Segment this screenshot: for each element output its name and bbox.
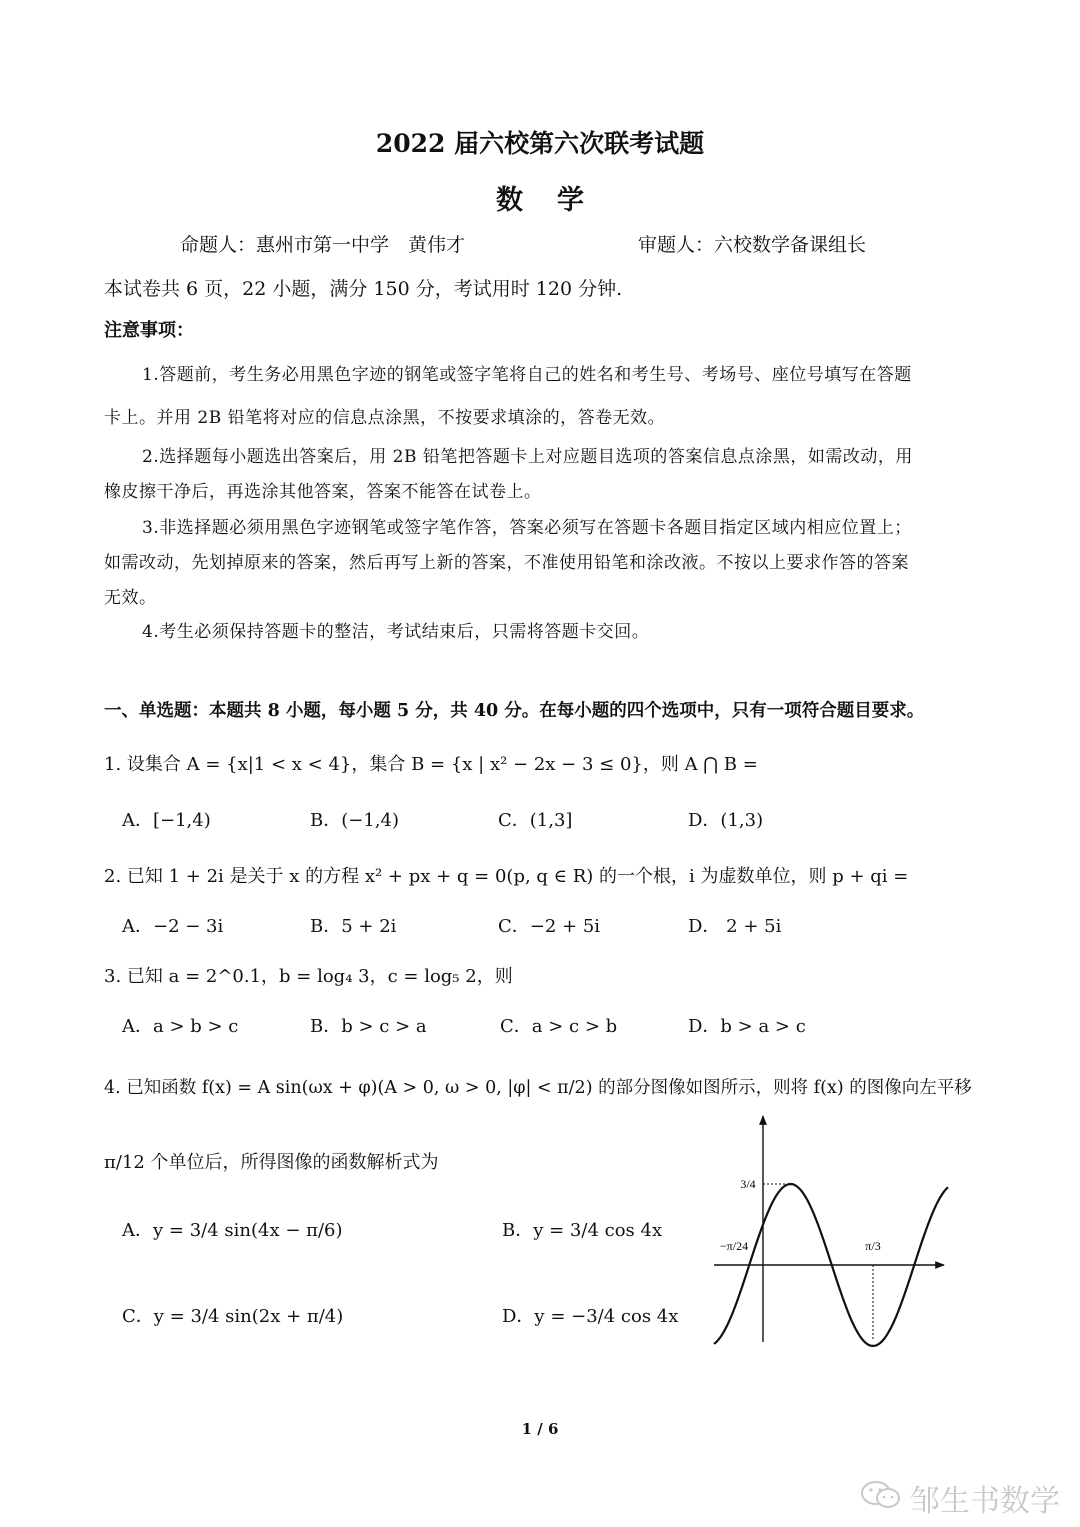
notice-line: 1.答题前，考生务必用黑色字迹的钢笔或签字笔将自己的姓名和考生号、考场号、座位号填写在答题 [142,365,912,385]
question-2-option-b: B．5 + 2i [310,916,397,937]
wechat-icon [860,1480,902,1510]
notice-line: 无效。 [104,588,157,608]
watermark: 邹生书数学 [910,1484,1060,1519]
question-2-stem: 2. 已知 1 + 2i 是关于 x 的方程 x² + px + q = 0(p, q ∈ R) 的一个根，i 为虚数单位，则 p + qi = [104,866,909,887]
notice-heading: 注意事项： [104,320,194,341]
question-2-option-c: C．−2 + 5i [498,916,601,937]
question-4-option-c: C．y = 3/4 sin(2x + π/4) [122,1306,344,1327]
page-title: 2022 届六校第六次联考试题 [375,129,705,158]
question-1-option-d: D．(1,3) [688,810,764,831]
question-1-option-a: A．[−1,4) [122,810,211,831]
author-line: 命题人：惠州市第一中学 黄伟才 [180,234,466,256]
question-4-option-a: A．y = 3/4 sin(4x − π/6) [122,1220,343,1241]
notice-line: 4.考生必须保持答题卡的整洁，考试结束后，只需将答题卡交回。 [142,622,650,642]
amplitude-label: 3/4 [740,1177,756,1191]
pos-x-label: π/3 [865,1239,881,1253]
notice-line: 橡皮擦干净后，再选涂其他答案，答案不能答在试卷上。 [104,482,542,502]
notice-line: 卡上。并用 2B 铅笔将对应的信息点涂黑，不按要求填涂的，答卷无效。 [104,408,666,428]
question-2-option-d: D． 2 + 5i [688,916,782,937]
question-1-option-c: C．(1,3] [498,810,573,831]
question-4-stem: 4. 已知函数 f(x) = A sin(ωx + φ)(A > 0, ω > 0, |φ| < π/2) 的部分图像如图所示，则将 f(x) 的图像向左平移 [104,1078,972,1098]
question-4-option-d: D．y = −3/4 cos 4x [502,1306,679,1327]
question-4-stem-continued: π/12 个单位后，所得图像的函数解析式为 [104,1152,439,1173]
page-number: 1 / 6 [521,1420,559,1438]
sine-graph [700,1110,960,1350]
question-3-option-d: D．b > a > c [688,1016,806,1037]
reviewer-line: 审题人：六校数学备课组长 [638,234,867,256]
question-3-stem: 3. 已知 a = 2^0.1，b = log₄ 3，c = log₅ 2，则 [104,966,513,987]
exam-summary: 本试卷共 6 页，22 小题，满分 150 分，考试用时 120 分钟. [104,278,623,300]
question-1-option-b: B．(−1,4) [310,810,399,831]
notice-line: 3.非选择题必须用黑色字迹钢笔或签字笔作答，答案必须写在答题卡各题目指定区域内相应位置上； [142,518,912,538]
question-4-option-b: B．y = 3/4 cos 4x [502,1220,663,1241]
question-3-option-a: A．a > b > c [122,1016,239,1037]
neg-x-label: −π/24 [719,1239,749,1253]
question-2-option-a: A．−2 − 3i [122,916,224,937]
question-3-option-c: C．a > c > b [500,1016,618,1037]
subject-title: 数学 [496,185,618,216]
question-1-stem: 1. 设集合 A = {x|1 < x < 4}，集合 B = {x | x² − 2x − 3 ≤ 0}，则 A ⋂ B = [104,754,758,775]
question-3-option-b: B．b > c > a [310,1016,427,1037]
notice-line: 2.选择题每小题选出答案后，用 2B 铅笔把答题卡上对应题目选项的答案信息点涂黑，如需改动，用 [142,447,913,467]
section-heading: 一、单选题：本题共 8 小题，每小题 5 分，共 40 分。在每小题的四个选项中，只有一项符合题目要求。 [104,701,925,721]
notice-line: 如需改动，先划掉原来的答案，然后再写上新的答案，不准使用铅笔和涂改液。不按以上要求作答的答案 [104,553,909,573]
